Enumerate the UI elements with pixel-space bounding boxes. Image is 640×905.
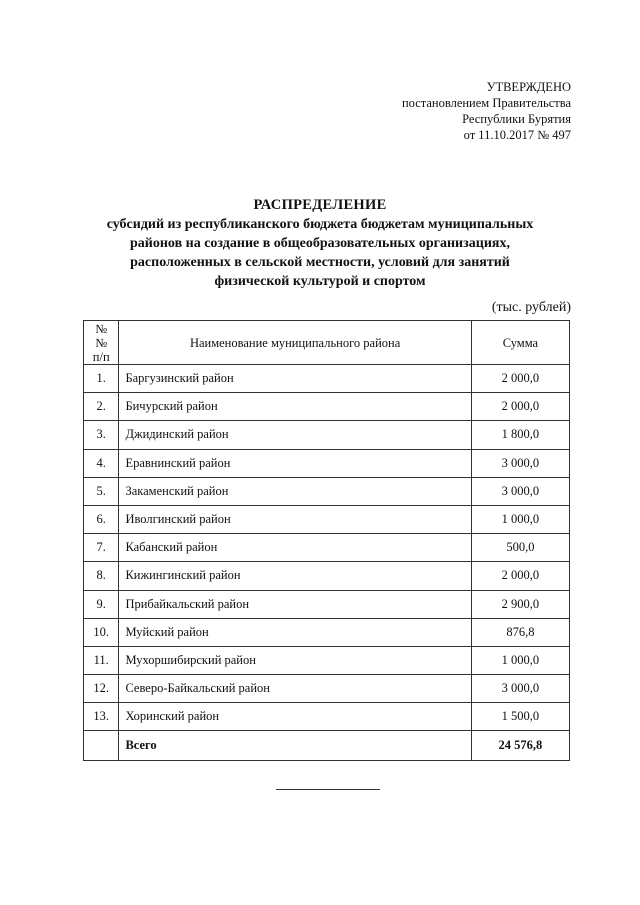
row-sum: 2 000,0	[471, 562, 569, 590]
row-sum: 500,0	[471, 534, 569, 562]
row-district-name: Джидинский район	[119, 421, 471, 449]
table-header	[84, 321, 570, 365]
row-number: 4.	[84, 449, 119, 477]
row-sum: 2 000,0	[471, 365, 569, 393]
row-number: 1.	[84, 365, 119, 393]
table-row	[84, 618, 570, 646]
row-district-name: Кабанский район	[119, 534, 471, 562]
row-sum: 876,8	[471, 618, 569, 646]
header-district-name: Наименование муниципального района	[119, 321, 471, 365]
approval-heading: УТВЕРЖДЕНО	[486, 80, 571, 94]
table-row	[84, 534, 570, 562]
row-sum: 3 000,0	[471, 477, 569, 505]
header-sum: Сумма	[471, 321, 569, 365]
document-title-line-4: физической культурой и спортом	[214, 274, 426, 289]
row-sum: 1 500,0	[471, 703, 569, 731]
table-row	[84, 393, 570, 421]
subsidy-table	[83, 320, 570, 761]
document-title-main: РАСПРЕДЕЛЕНИЕ	[253, 197, 387, 213]
approval-republic: Республики Бурятия	[462, 112, 571, 126]
total-sum: 24 576,8	[471, 731, 569, 761]
table-row	[84, 646, 570, 674]
row-number: 8.	[84, 562, 119, 590]
row-district-name: Баргузинский район	[119, 365, 471, 393]
table-row	[84, 449, 570, 477]
row-sum: 3 000,0	[471, 675, 569, 703]
table-row	[84, 365, 570, 393]
table-footer	[84, 731, 570, 761]
row-number: 10.	[84, 618, 119, 646]
table-header-row	[84, 321, 570, 365]
document-title-line-1: субсидий из республиканского бюджета бюджетам муниципальных	[106, 217, 534, 232]
document-title-line-2: районов на создание в общеобразовательных организациях,	[130, 236, 510, 251]
row-sum: 1 000,0	[471, 646, 569, 674]
table-body	[84, 365, 570, 731]
row-district-name: Мухоршибирский район	[119, 646, 471, 674]
approval-stamp	[402, 79, 571, 143]
approval-authority: постановлением Правительства	[401, 96, 571, 110]
table-row	[84, 703, 570, 731]
row-sum: 2 000,0	[471, 393, 569, 421]
row-number: 7.	[84, 534, 119, 562]
table-row	[84, 505, 570, 533]
row-district-name: Кижингинский район	[119, 562, 471, 590]
table-row	[84, 590, 570, 618]
header-number-line-2: п/п	[92, 349, 110, 364]
row-number: 2.	[84, 393, 119, 421]
row-district-name: Прибайкальский район	[119, 590, 471, 618]
units-label: (тыс. рублей)	[491, 300, 571, 315]
header-number-line-1: №№	[95, 321, 108, 350]
row-district-name: Северо-Байкальский район	[119, 675, 471, 703]
row-district-name: Закаменский район	[119, 477, 471, 505]
row-district-name: Бичурский район	[119, 393, 471, 421]
row-number: 3.	[84, 421, 119, 449]
row-sum: 3 000,0	[471, 449, 569, 477]
document-title-line-3: расположенных в сельской местности, условий для занятий	[130, 255, 510, 270]
end-separator-line	[276, 789, 380, 790]
table-row	[84, 477, 570, 505]
row-district-name: Еравнинский район	[119, 449, 471, 477]
table-total-row	[84, 731, 570, 761]
table-row	[84, 421, 570, 449]
row-number: 13.	[84, 703, 119, 731]
row-number: 9.	[84, 590, 119, 618]
row-district-name: Иволгинский район	[119, 505, 471, 533]
row-number: 11.	[84, 646, 119, 674]
row-number: 12.	[84, 675, 119, 703]
row-district-name: Хоринский район	[119, 703, 471, 731]
total-label: Всего	[119, 731, 471, 761]
header-number	[84, 321, 119, 365]
table-row	[84, 562, 570, 590]
table-row	[84, 675, 570, 703]
row-sum: 1 800,0	[471, 421, 569, 449]
row-sum: 2 900,0	[471, 590, 569, 618]
total-number-cell	[84, 731, 119, 761]
approval-date-number: от 11.10.2017 № 497	[463, 128, 571, 142]
row-number: 5.	[84, 477, 119, 505]
row-sum: 1 000,0	[471, 505, 569, 533]
document-title	[70, 196, 570, 291]
row-number: 6.	[84, 505, 119, 533]
row-district-name: Муйский район	[119, 618, 471, 646]
